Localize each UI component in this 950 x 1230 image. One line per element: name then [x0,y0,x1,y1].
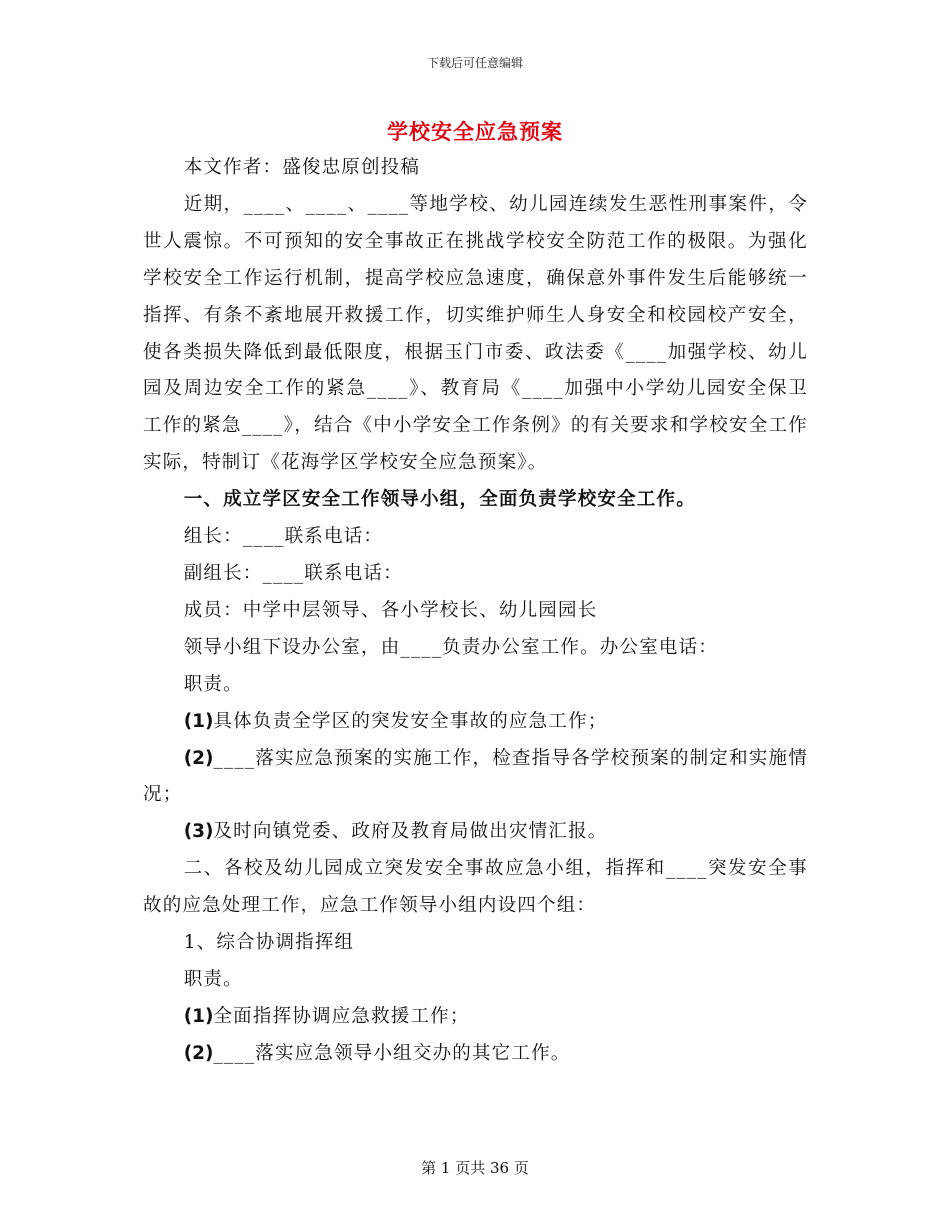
duties-label: 职责。 [183,968,243,990]
duty-item: (1)具体负责全学区的突发安全事故的应急工作； [183,710,608,732]
intro-paragraph: 近期，____、____、____等地学校、幼儿园连续发生恶性刑事案件，令世人震惊。不可预知的安全事故正在挑战学校安全防范工作的极限。为强化学校安全工作运行机制，提高学校应急速度，确保意外事件发生后能够统一指挥、有条不紊地展开救援工作，切实维护师生人身安全和校园校产安全，使各类损失降低到最低限度，根据玉门市委、政法委《____加强学校、幼儿园及周边安全工作的紧急____》、教育局《____加强中小学幼儿园安全保卫工作的紧急____》，结合《中小学安全工作条例》的有关要求和学校安全工作实际，特制订《花海学区学校安全应急预案》。 [143,193,808,474]
item-number: (1) [183,710,214,732]
page-header-note: 下载后可任意编辑 [426,56,523,70]
page-footer: 第 1 页共 36 页 [421,1159,529,1177]
duty-item: (2)____落实应急领导小组交办的其它工作。 [183,1042,571,1064]
item-number: (3) [183,821,214,843]
members-line: 成员：中学中层领导、各小学校长、幼儿园园长 [183,599,598,621]
duty-item: (3)及时向镇党委、政府及教育局做出灾情汇报。 [183,821,608,843]
duties-label: 职责。 [183,673,243,695]
leader-line: 组长：____联系电话： [183,526,384,548]
duty-item: (2)____落实应急预案的实施工作，检查指导各学校预案的制定和实施情况； [143,747,808,806]
document-body [143,150,808,1073]
subsection-heading: 1、综合协调指挥组 [183,932,355,954]
item-number: (1) [183,1005,214,1027]
document-title: 学校安全应急预案 [387,119,563,144]
duty-item: (1)全面指挥协调应急救援工作； [183,1005,470,1027]
item-number: (2) [183,1042,214,1064]
office-line: 领导小组下设办公室，由____负责办公室工作。办公室电话： [183,636,718,658]
author-line: 本文作者：盛俊忠原创投稿 [183,157,421,178]
item-number: (2) [183,747,214,769]
section-heading-2: 二、各校及幼儿园成立突发安全事故应急小组，指挥和____突发安全事故的应急处理工作，应急工作领导小组内设四个组： [143,858,808,917]
deputy-leader-line: 副组长：____联系电话： [183,562,403,584]
section-heading-1: 一、成立学区安全工作领导小组，全面负责学校安全工作。 [183,489,696,511]
